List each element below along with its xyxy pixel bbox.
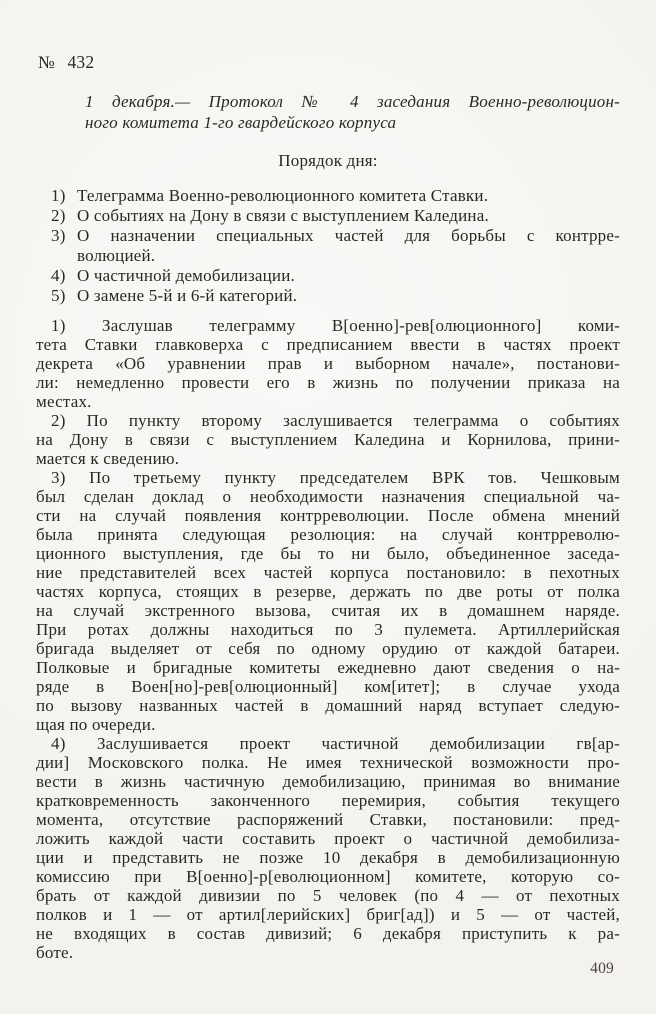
text-line: ряде в Воен[но]-рев[олюционный] ком[итет]; в случае ухода (36, 677, 620, 696)
text-line: была принята следующая резолюция: на случай контрреволю- (36, 525, 620, 544)
protocol-body (36, 316, 620, 962)
text-line: боте. (36, 943, 74, 962)
text-line: был сделан доклад о необходимости назначения специальной ча- (36, 487, 620, 506)
protocol-paragraph (36, 411, 620, 468)
text-line: кратковременность законченного перемирия, события текущего (36, 791, 620, 810)
agenda-item-number: 2) (51, 206, 66, 225)
protocol-paragraph (36, 734, 620, 962)
text-line: Телеграмма Военно-революционного комитета Ставки. (77, 186, 489, 205)
text-line: О замене 5-й и 6-й категорий. (77, 286, 298, 305)
text-line: волюцией. (77, 246, 156, 265)
text-line: на Дону в связи с выступлением Каледина и Корнилова, прини- (36, 430, 620, 449)
agenda-list (36, 186, 620, 306)
page-number: 409 (590, 960, 614, 977)
document-number: № 432 (38, 52, 95, 72)
text-line: вести в жизнь частичную демобилизацию, принимая во внимание (36, 772, 620, 791)
text-line: полков и 1 — от артил[лерийских] бриг[ад]) и 5 — от частей, (36, 905, 620, 924)
text-line: 3) По третьему пункту председателем ВРК тов. Чешковым (51, 468, 620, 487)
text-line: сти на случай появления контрреволюции. После обмена мнений (36, 506, 620, 525)
text-line: частях корпуса, стоящих в резерве, держать по две роты от полка (36, 582, 620, 601)
agenda-item-number: 5) (51, 286, 66, 305)
text-line: по вызову названных частей в домашний наряд вступает следую- (36, 696, 620, 715)
text-line: на случай экстренного вызова, считая их в домашнем наряде. (36, 601, 620, 620)
text-line: ли: немедленно провести его в жизнь по получении приказа на (36, 373, 620, 392)
text-line: О событиях на Дону в связи с выступлением Каледина. (77, 206, 489, 225)
text-line: 2) По пункту второму заслушивается телеграмма о событиях (51, 411, 620, 430)
text-line: мается к сведению. (36, 449, 180, 468)
agenda-heading: Порядок дня: (278, 151, 378, 170)
text-line: О назначении специальных частей для борьбы с контрре- (77, 226, 620, 245)
agenda-item-text (77, 226, 620, 266)
protocol-paragraph (36, 468, 620, 734)
text-line: ложить каждой части составить проект о частичной демобилиза- (36, 829, 620, 848)
text-line: местах. (36, 392, 92, 411)
text-line: бригада выделяет от себя по одному орудию от каждой батареи. (36, 639, 620, 658)
agenda-item-text (77, 266, 620, 286)
agenda-item-text (77, 186, 620, 206)
text-line: комиссию при В[оенно]-р[еволюционном] комитете, которую со- (36, 867, 620, 886)
text-line: дии] Московского полка. Не имея технической возможности про- (36, 753, 620, 772)
text-line: момента, отсутствие распоряжений Ставки, постановили: пред- (36, 810, 620, 829)
text-line: 1 декабря.— Протокол № 4 заседания Военно-революцион- (85, 92, 620, 111)
text-line: брать от каждой дивизии по 5 человек (по 4 — от пехотных (36, 886, 620, 905)
text-line: ционного выступления, где бы то ни было, объединенное заседа- (36, 544, 620, 563)
agenda-item-number: 1) (51, 186, 66, 205)
text-line: щая по очереди. (36, 715, 156, 734)
text-line: Полковые и бригадные комитеты ежедневно дают сведения о на- (36, 658, 620, 677)
agenda-item-number: 4) (51, 266, 66, 285)
agenda-item (36, 226, 620, 266)
text-line: ции и представить не позже 10 декабря в демобилизационную (36, 848, 620, 867)
agenda-item (36, 206, 620, 226)
agenda-item-text (77, 206, 620, 226)
agenda-item-number: 3) (51, 226, 66, 245)
text-line: декрета «Об уравнении прав и выборном начале», постанови- (36, 354, 620, 373)
agenda-item (36, 266, 620, 286)
text-line: 1) Заслушав телеграмму В[оенно]-рев[олюционного] коми- (51, 316, 620, 335)
agenda-item (36, 186, 620, 206)
agenda-item (36, 286, 620, 306)
text-line: 4) Заслушивается проект частичной демобилизации гв[ар- (51, 734, 620, 753)
text-line: тета Ставки главковерха с предписанием ввести в частях проект (36, 335, 620, 354)
document-title (85, 91, 620, 133)
text-line: ние представителей всех частей корпуса постановило: в пехотных (36, 563, 620, 582)
protocol-paragraph (36, 316, 620, 411)
text-line: не входящих в состав дивизий; 6 декабря приступить к ра- (36, 924, 620, 943)
text-line: О частичной демобилизации. (77, 266, 295, 285)
agenda-item-text (77, 286, 620, 306)
text-line: ного комитета 1-го гвардейского корпуса (85, 113, 397, 132)
text-line: При ротах должны находиться по 3 пулемета. Артиллерийская (36, 620, 620, 639)
